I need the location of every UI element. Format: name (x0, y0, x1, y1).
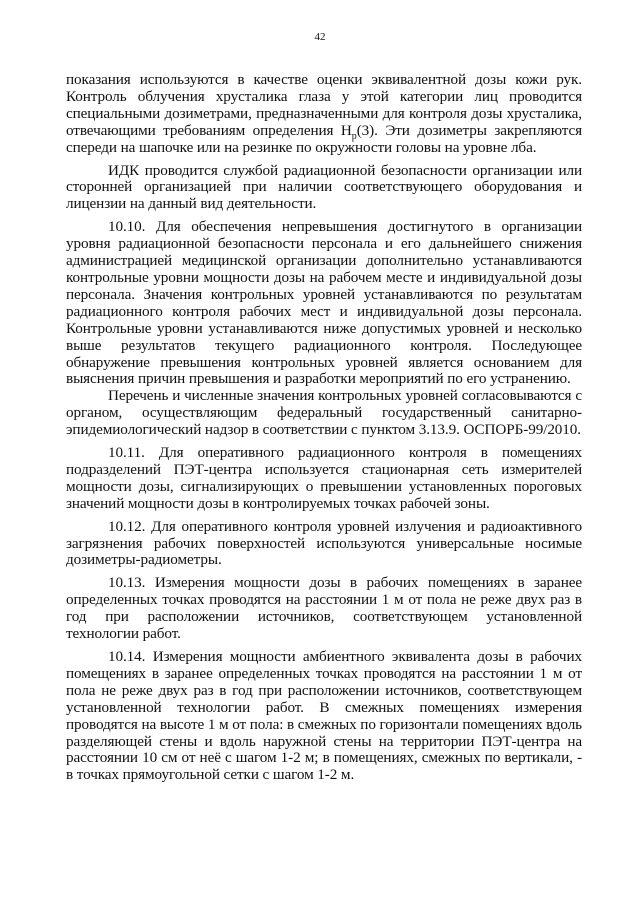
paragraph-10-11: 10.11. Для оперативного радиационного контроля в помещениях подразделений ПЭТ-центра используется стационарная сеть измерителей мощности дозы, сигнализирующих о превышении установленных пороговых значений мощности дозы в контролируемых точках рабочей зоны. (66, 444, 582, 512)
page-number: 42 (314, 31, 326, 43)
paragraph-continuation (66, 72, 582, 157)
document-body (66, 72, 582, 790)
paragraph-10-13: 10.13. Измерения мощности дозы в рабочих помещениях в заранее определенных точках проводятся на расстоянии 1 м от пола не реже двух раз в год при расположении источников, соответствующем установленной технологии работ. (66, 574, 582, 643)
subscript-p: p (351, 130, 357, 142)
paragraph-text: показания используются в качестве оценки эквивалентной дозы кожи рук. Контроль облучения хрусталика глаза у этой категории лиц проводится специальными дозиметрами, предназначенными для контроля дозы хрусталика, отвечающими требованиям определения H (66, 71, 582, 139)
paragraph-text: (3). Эти дозиметры закрепляются спереди на шапочке или на резинке по окружности головы на уровне лба. (66, 121, 582, 156)
paragraph-10-12: 10.12. Для оперативного контроля уровней излучения и радиоактивного загрязнения рабочих поверхностей используются универсальные носимые дозиметры-радиометры. (66, 517, 582, 569)
paragraph-idk: ИДК проводится службой радиационной безопасности организации или сторонней организацией при наличии соответствующего оборудования и лицензии на данный вид деятельности. (66, 161, 582, 213)
paragraph-control-levels-list: Перечень и численные значения контрольных уровней согласовываются с органом, осуществляющим федеральный государственный санитарно-эпидемиологический надзор в соответствии с пунктом 3.13.9. ОСПОРБ-99/2010. (66, 387, 582, 439)
paragraph-10-10: 10.10. Для обеспечения непревышения достигнутого в организации уровня радиационной безопасности персонала и его дальнейшего снижения администрацией медицинской организации дополнительно устанавливаются контрольные уровни мощности дозы на рабочем месте и индивидуальной дозы персонала. Значения контрольных уровней устанавливаются по результатам радиационного контроля рабочих мест и индивидуальной дозы персонала. Контрольные уровни устанавливаются ниже допустимых уровней и несколько выше результатов текущего радиационного контроля. Последующее обнаружение превышения контрольных уровней является основанием для выяснения причин превышения и разработки мероприятий по его устранению. (66, 218, 582, 388)
paragraph-10-14: 10.14. Измерения мощности амбиентного эквивалента дозы в рабочих помещениях в заранее определенных точках проводятся на расстоянии 1 м от пола не реже двух раз в год при расположении источников, соответствующем установленной технологии работ. В смежных помещениях измерения проводятся на высоте 1 м от пола: в смежных по горизонтали помещениях вдоль разделяющей стены и вдоль наружной стены на территории ПЭТ-центра на расстоянии 10 см от неё с шагом 1-2 м; в помещениях, смежных по вертикали, - в точках прямоугольной сетки с шагом 1-2 м. (66, 648, 582, 784)
